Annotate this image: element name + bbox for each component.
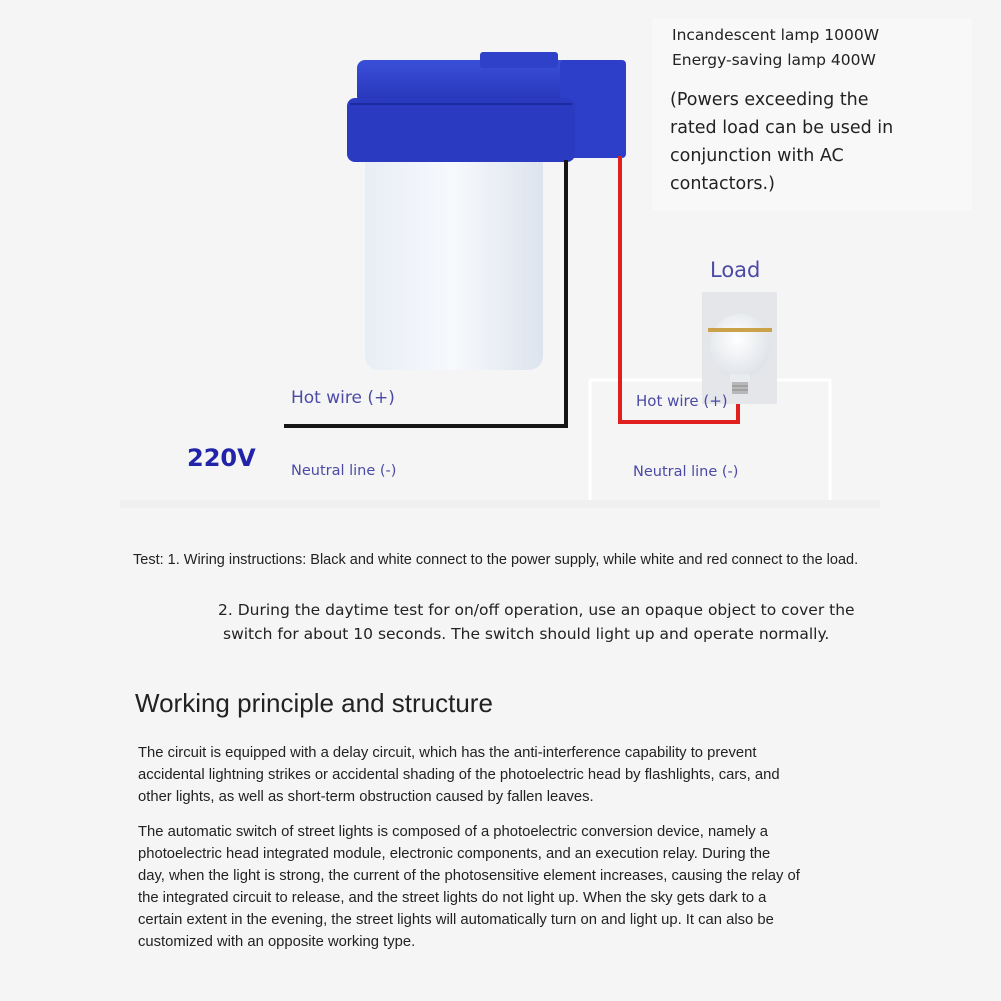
para2-line: photoelectric head integrated module, electronic components, and an execution relay. During the (138, 846, 771, 862)
principle-paragraph-1 (138, 742, 858, 808)
load-label: Load (710, 258, 761, 282)
test-instruction-1: Test: 1. Wiring instructions: Black and white connect to the power supply, while white and red connect to the load. (133, 552, 859, 568)
para1-line: The circuit is equipped with a delay circuit, which has the anti-interference capability to prevent (138, 745, 757, 761)
note-line: rated load can be used in (670, 118, 894, 138)
hot-wire-label-left: Hot wire (+) (291, 388, 395, 408)
note-line: (Powers exceeding the (670, 90, 869, 110)
step2-line: 2. During the daytime test for on/off operation, use an opaque object to cover the (218, 601, 855, 619)
diagram-frame (120, 500, 880, 508)
note-line: conjunction with AC (670, 146, 844, 166)
neutral-label-right: Neutral line (-) (633, 464, 739, 480)
rating-note (670, 86, 970, 198)
step2-line: switch for about 10 seconds. The switch should light up and operate normally. (223, 625, 830, 643)
voltage-label: 220V (187, 444, 256, 472)
section-heading: Working principle and structure (135, 688, 493, 718)
bulb-rim (708, 328, 772, 332)
rating-incandescent: Incandescent lamp 1000W (672, 26, 880, 44)
principle-paragraph-2 (138, 821, 858, 953)
hot-wire-label-right: Hot wire (+) (636, 392, 728, 410)
bulb-glass (710, 314, 770, 378)
bulb-base (732, 382, 748, 394)
switch-cap-lower (347, 98, 575, 162)
para2-line: customized with an opposite working type. (138, 934, 416, 950)
switch-body (365, 150, 543, 370)
para1-line: other lights, as well as short-term obstruction caused by fallen leaves. (138, 789, 594, 805)
para2-line: day, when the light is strong, the current of the photosensitive element increases, causing the relay of (138, 868, 800, 884)
para2-line: the integrated circuit to release, and the street lights do not light up. When the sky gets dark to a (138, 890, 767, 906)
photocell-switch (347, 52, 626, 370)
load-bulb (702, 292, 777, 404)
bulb-neck (730, 374, 750, 382)
para1-line: accidental lightning strikes or accidental shading of the photoelectric head by flashlights, cars, and (138, 767, 780, 783)
note-line: contactors.) (670, 174, 775, 194)
para2-line: certain extent in the evening, the street lights will automatically turn on and light up. It can also be (138, 912, 774, 928)
para2-line: The automatic switch of street lights is composed of a photoelectric conversion device, namely a (138, 824, 768, 840)
neutral-label-left: Neutral line (-) (291, 463, 397, 479)
rating-energy-saving: Energy-saving lamp 400W (672, 51, 876, 69)
test-instruction-2 (218, 598, 858, 646)
switch-cap-tab (480, 52, 558, 68)
